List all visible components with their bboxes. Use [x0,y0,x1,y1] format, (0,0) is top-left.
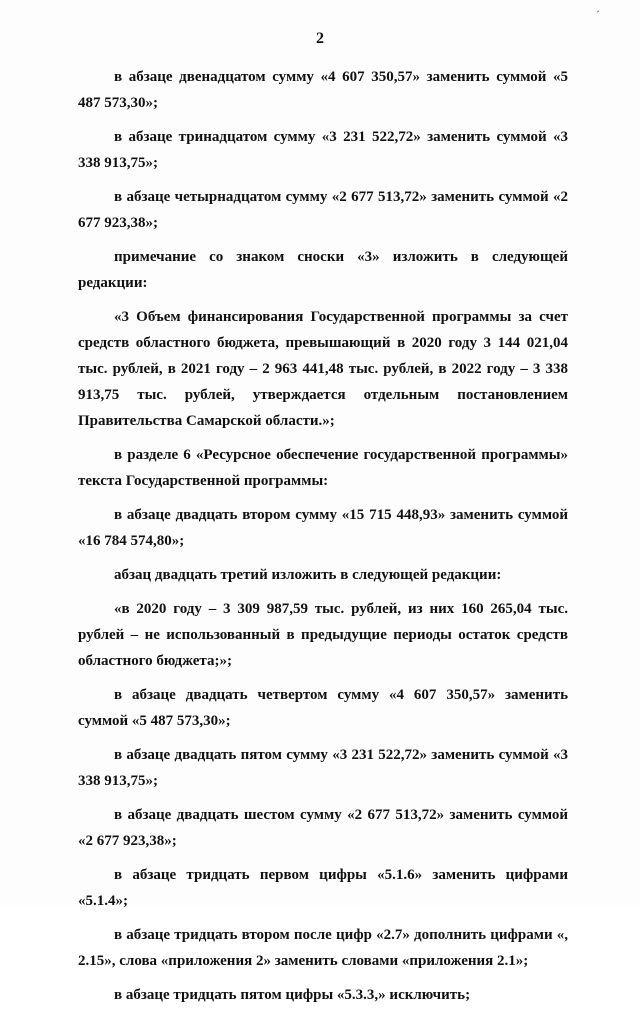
paragraph-14: в абзаце тридцать втором после цифр «2.7» дополнить цифрами «, 2.15», слова «приложения 2» заменить словами «приложения 2.1»; [78,927,568,969]
paragraph-13: в абзаце тридцать первом цифры «5.1.6» заменить цифрами «5.1.4»; [78,867,568,909]
paragraph-5-footnote: «3 Объем финансирования Государственной программы за счет средств областного бюджета, превышающий в 2020 году 3 144 021,04 тыс. рублей, в 2021 году – 2 963 441,48 тыс. рублей, в 2022 году – 3 338 913,75 тыс. рублей, утверждается отдельным постановлением Правительства Самарской области.»; [78,309,568,429]
paragraph-9: «в 2020 году – 3 309 987,59 тыс. рублей, из них 160 265,04 тыс. рублей – не использованный в предыдущие периоды остаток средств областного бюджета;»; [78,601,568,669]
paragraph-11: в абзаце двадцать пятом сумму «3 231 522,72» заменить суммой «3 338 913,75»; [78,747,568,789]
document-body [78,64,568,1016]
paragraph-12: в абзаце двадцать шестом сумму «2 677 513,72» заменить суммой «2 677 923,38»; [78,807,568,849]
paragraph-1: в абзаце двенадцатом сумму «4 607 350,57» заменить суммой «5 487 573,30»; [78,69,568,111]
paragraph-2: в абзаце тринадцатом сумму «3 231 522,72» заменить суммой «3 338 913,75»; [78,129,568,171]
paragraph-6: в разделе 6 «Ресурсное обеспечение государственной программы» текста Государственной программы: [78,447,568,489]
paragraph-4: примечание со знаком сноски «3» изложить в следующей редакции: [78,249,568,291]
paragraph-15: в абзаце тридцать пятом цифры «5.3.3,» исключить; [114,987,471,1003]
paragraph-10: в абзаце двадцать четвертом сумму «4 607 350,57» заменить суммой «5 487 573,30»; [78,687,568,729]
page-number: 2 [316,30,324,47]
paragraph-3: в абзаце четырнадцатом сумму «2 677 513,72» заменить суммой «2 677 923,38»; [78,189,568,231]
corner-mark: ´ [596,8,600,22]
paragraph-8: абзац двадцать третий изложить в следующей редакции: [114,567,502,583]
paragraph-7: в абзаце двадцать втором сумму «15 715 448,93» заменить суммой «16 784 574,80»; [78,507,568,549]
